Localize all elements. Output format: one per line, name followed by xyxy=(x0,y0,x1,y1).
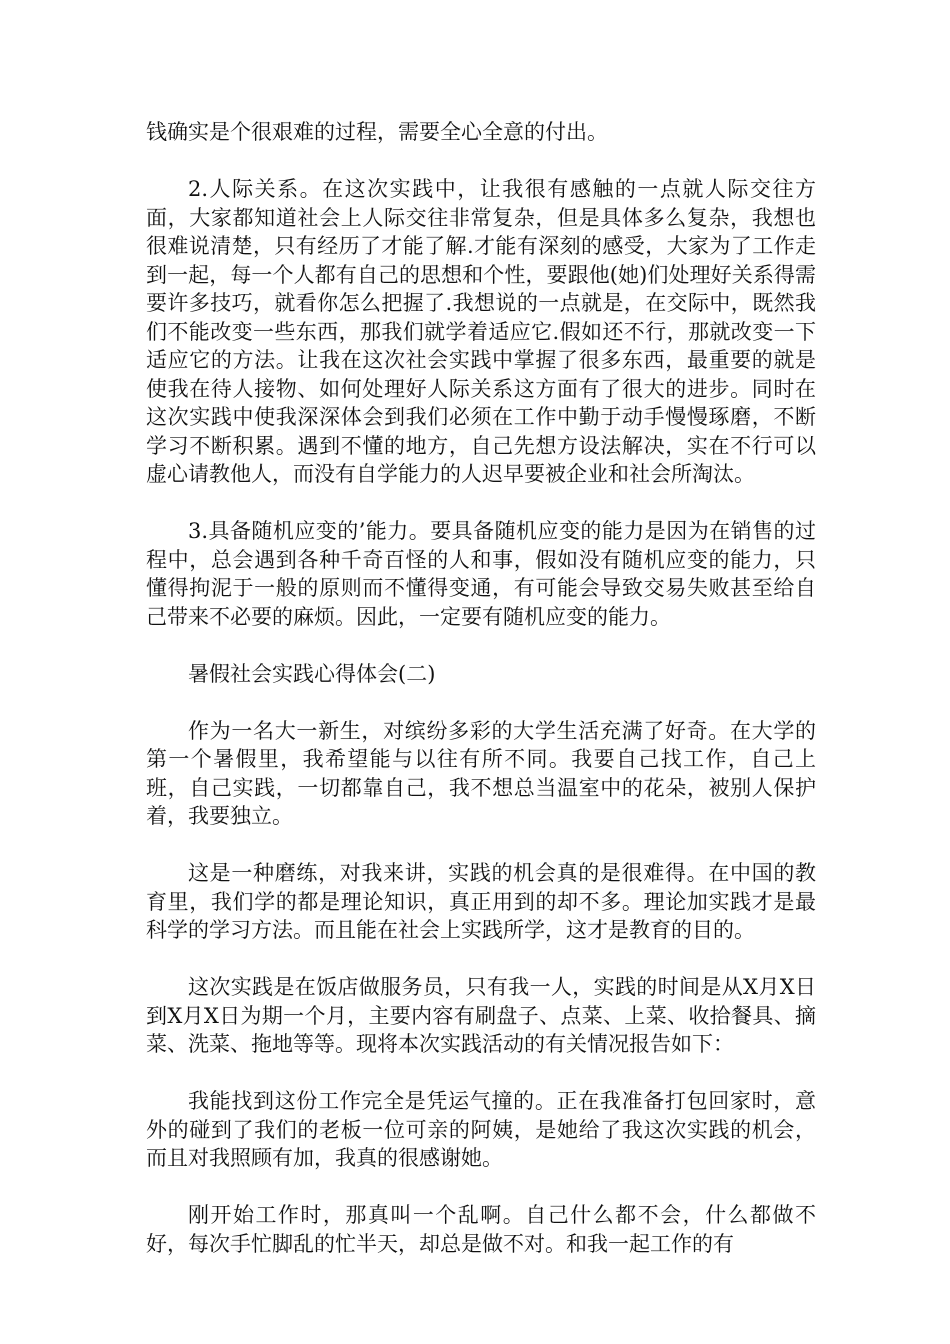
paragraph-starting-work: 刚开始工作时，那真叫一个乱啊。自己什么都不会，什么都做不好，每次手忙脚乱的忙半天，却总是做不对。和我一起工作的有 xyxy=(146,1203,816,1256)
document-page xyxy=(146,118,816,1287)
paragraph-job-description: 这次实践是在饭店做服务员，只有我一人，实践的时间是从X月X日到X月X日为期一个月，主要内容有刷盘子、点菜、上菜、收拾餐具、摘菜、洗菜、拖地等等。现将本次实践活动的有关情况报告如下： xyxy=(146,975,816,1056)
paragraph-practice-value: 这是一种磨练，对我来讲，实践的机会真的是很难得。在中国的教育里，我们学的都是理论知识，真正用到的却不多。理论加实践才是最科学的学习方法。而且能在社会上实践所学，这才是教育的目的。 xyxy=(146,861,816,942)
paragraph-interpersonal-relations: 2.人际关系。在这次实践中，让我很有感触的一点就人际交往方面，大家都知道社会上人际交往非常复杂，但是具体多么复杂，我想也很难说清楚，只有经历了才能了解.才能有深刻的感受，大家为了工作走到一起，每一个人都有自己的思想和个性，要跟他(她)们处理好关系得需要许多技巧，就看你怎么把握了.我想说的一点就是，在交际中，既然我们不能改变一些东西，那我们就学着适应它.假如还不行，那就改变一下适应它的方法。让我在这次社会实践中掌握了很多东西，最重要的就是使我在待人接物、如何处理好人际关系这方面有了很大的进步。同时在这次实践中使我深深体会到我们必须在工作中勤于动手慢慢琢磨，不断学习不断积累。遇到不懂的地方，自己先想方设法解决，实在不行可以虚心请教他人，而没有自学能力的人迟早要被企业和社会所淘汰。 xyxy=(146,177,816,486)
paragraph-intro: 作为一名大一新生，对缤纷多彩的大学生活充满了好奇。在大学的第一个暑假里，我希望能与以往有所不同。我要自己找工作，自己上班，自己实践，一切都靠自己，我不想总当温室中的花朵，被别人保护着，我要独立。 xyxy=(146,718,816,828)
section-heading: 暑假社会实践心得体会(二) xyxy=(188,661,436,686)
paragraph-adaptability: 3.具备随机应变的’能力。要具备随机应变的能力是因为在销售的过程中，总会遇到各种千奇百怪的人和事，假如没有随机应变的能力，只懂得拘泥于一般的原则而不懂得变通，有可能会导致交易失败甚至给自己带来不必要的麻烦。因此，一定要有随机应变的能力。 xyxy=(146,519,816,629)
paragraph-continuation: 钱确实是个很艰难的过程，需要全心全意的付出。 xyxy=(146,120,608,144)
paragraph-finding-job: 我能找到这份工作完全是凭运气撞的。正在我准备打包回家时，意外的碰到了我们的老板一位可亲的阿姨，是她给了我这次实践的机会，而且对我照顾有加，我真的很感谢她。 xyxy=(146,1089,816,1170)
